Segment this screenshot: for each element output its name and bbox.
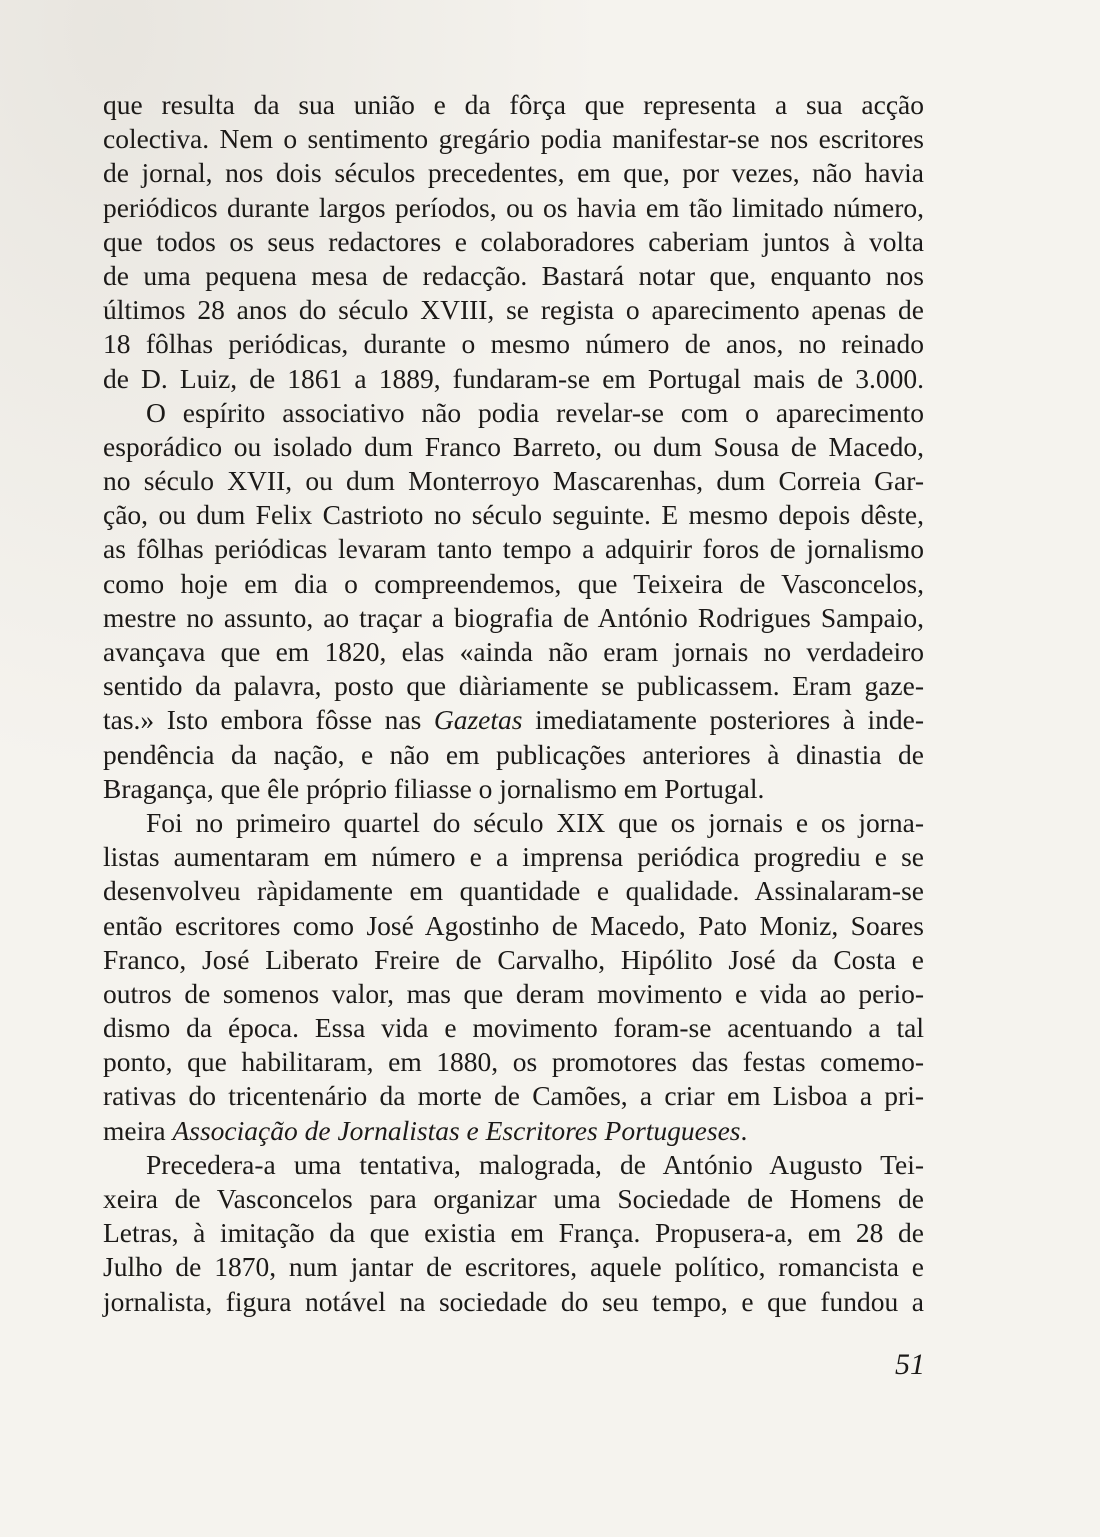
text-line: esporádico ou isolado dum Franco Barreto, ou dum Sousa de Macedo, <box>103 430 924 462</box>
text-line: de uma pequena mesa de redacção. Bastará notar que, enquanto nos <box>103 259 924 291</box>
text-line: ponto, que habilitaram, em 1880, os promotores das festas comemo- <box>103 1046 924 1078</box>
body-text <box>103 88 924 1319</box>
text-line: 18 fôlhas periódicas, durante o mesmo número de anos, no reinado <box>103 328 924 360</box>
text-line: Letras, à imitação da que existia em França. Propusera-a, em 28 de <box>103 1217 924 1249</box>
text-line: mestre no assunto, ao traçar a biografia de António Rodrigues Sampaio, <box>103 601 924 633</box>
text-line: então escritores como José Agostinho de Macedo, Pato Moniz, Soares <box>103 909 924 941</box>
text-line: Julho de 1870, num jantar de escritores, aquele político, romancista e <box>103 1251 924 1283</box>
paragraph-3 <box>103 806 924 1148</box>
italic-title: Associação de Jornalistas e Escritores Portugueses <box>172 1114 741 1146</box>
text-line: dismo da época. Essa vida e movimento foram-se acentuando a tal <box>103 1012 924 1044</box>
text-line <box>103 703 924 737</box>
italic-title: Gazetas <box>433 704 523 736</box>
text-line: últimos 28 anos do século XVIII, se regista o aparecimento apenas de <box>103 294 924 326</box>
text-line: desenvolveu ràpidamente em quantidade e qualidade. Assinalaram-se <box>103 875 924 907</box>
paragraph-4 <box>103 1148 924 1319</box>
text-run: meira <box>103 1114 173 1146</box>
paragraph-1 <box>103 88 924 396</box>
text-line <box>103 1114 924 1148</box>
text-line: no século XVII, ou dum Monterroyo Mascarenhas, dum Correia Gar- <box>103 465 924 497</box>
text-line: outros de somenos valor, mas que deram movimento e vida ao perio- <box>103 977 924 1009</box>
text-line: ção, ou dum Felix Castrioto no século seguinte. E mesmo depois dêste, <box>103 499 924 531</box>
text-line: jornalista, figura notável na sociedade do seu tempo, e que fundou a <box>103 1285 924 1317</box>
page-number: 51 <box>895 1348 925 1381</box>
text-line: O espírito associativo não podia revelar-se com o aparecimento <box>146 396 924 428</box>
text-line: Bragança, que êle próprio filiasse o jornalismo em Portugal. <box>103 772 765 804</box>
text-line: de D. Luiz, de 1861 a 1889, fundaram-se em Portugal mais de 3.000. <box>103 362 924 394</box>
text-line: que todos os seus redactores e colaboradores caberiam juntos à volta <box>103 225 924 257</box>
text-line: listas aumentaram em número e a imprensa periódica progrediu e se <box>103 841 924 873</box>
text-run: tas.» Isto embora fôsse nas <box>103 704 434 736</box>
paragraph-2 <box>103 396 924 806</box>
text-line: colectiva. Nem o sentimento gregário podia manifestar-se nos escritores <box>103 123 924 155</box>
text-line: rativas do tricentenário da morte de Camões, a criar em Lisboa a pri- <box>103 1080 924 1112</box>
text-run: . <box>740 1114 748 1146</box>
text-line: Foi no primeiro quartel do século XIX que os jornais e os jorna- <box>146 806 924 838</box>
text-line: que resulta da sua união e da fôrça que representa a sua acção <box>103 89 924 120</box>
text-line: avançava que em 1820, elas «ainda não eram jornais no verdadeiro <box>103 636 924 667</box>
text-line: as fôlhas periódicas levaram tanto tempo a adquirir foros de jornalismo <box>103 533 924 565</box>
text-line: como hoje em dia o compreendemos, que Teixeira de Vasconcelos, <box>103 567 924 599</box>
text-run: imediatamente posteriores à inde- <box>522 704 924 736</box>
text-line: de jornal, nos dois séculos precedentes, em que, por vezes, não havia <box>103 157 924 189</box>
text-line: xeira de Vasconcelos para organizar uma Sociedade de Homens de <box>103 1183 924 1214</box>
text-line: sentido da palavra, posto que diàriamente se publicassem. Eram gaze- <box>103 670 924 702</box>
text-line: Franco, José Liberato Freire de Carvalho, Hipólito José da Costa e <box>103 943 924 975</box>
text-line: periódicos durante largos períodos, ou os havia em tão limitado número, <box>103 191 924 223</box>
text-line: pendência da nação, e não em publicações anteriores à dinastia de <box>103 738 924 770</box>
text-line: Precedera-a uma tentativa, malograda, de António Augusto Tei- <box>146 1148 924 1180</box>
